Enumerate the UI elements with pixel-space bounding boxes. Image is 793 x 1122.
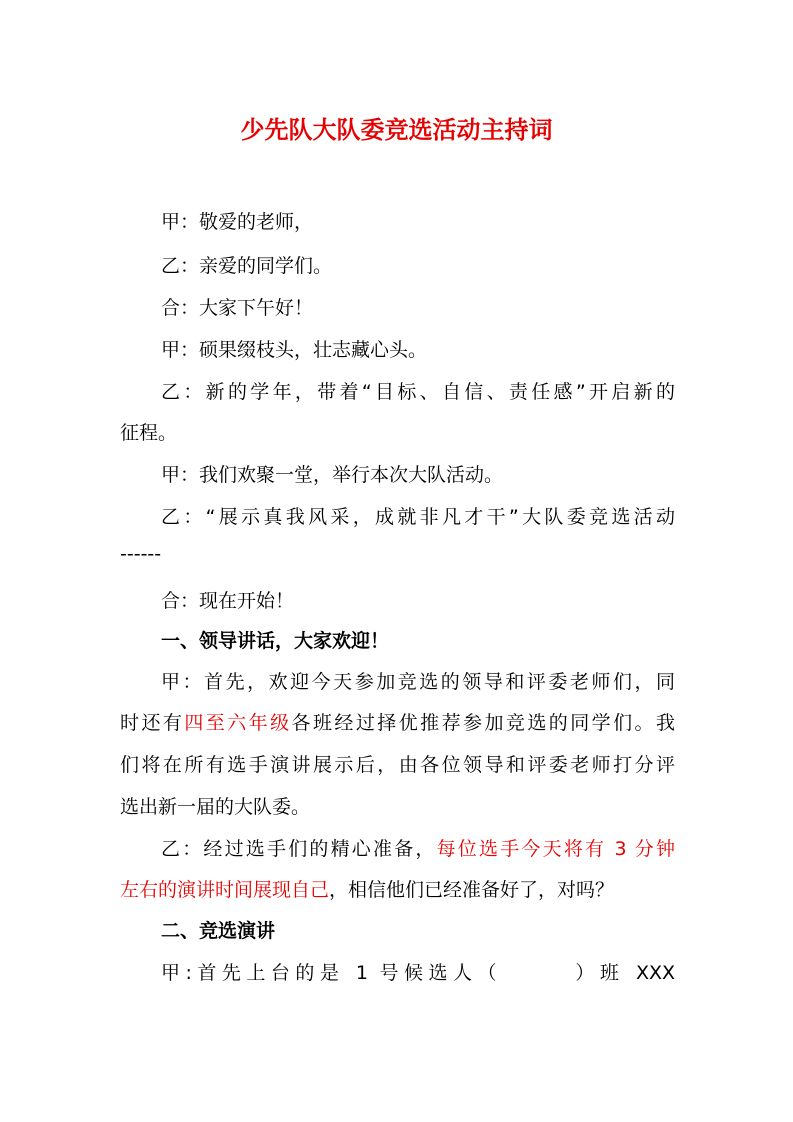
line-yi-3a: 乙：“展示真我风采，成就非凡才干”大队委竞选活动 xyxy=(161,506,675,528)
line-yi-2b: 征程。 xyxy=(120,422,178,444)
line-yi-greeting: 乙：亲爱的同学们。 xyxy=(161,255,333,277)
line-yi-3b: ------ xyxy=(120,543,162,565)
line-jia-4b xyxy=(120,709,675,737)
text-segment: 时还有 xyxy=(120,712,185,734)
highlight-grades: 四至六年级 xyxy=(184,712,292,734)
text-segment: 乙：经过选手们的精心准备， xyxy=(161,838,437,860)
line-yi-2a: 乙：新的学年，带着“目标、自信、责任感”开启新的 xyxy=(161,381,675,403)
line-jia-greeting: 甲：敬爱的老师， xyxy=(161,211,314,233)
text-segment: 各班经过择优推荐参加竞选的同学们。我 xyxy=(291,712,675,734)
text-segment: ，相信他们已经准备好了，对吗？ xyxy=(329,879,615,901)
document-title: 少先队大队委竞选活动主持词 xyxy=(240,116,553,144)
line-jia-5: 甲:首先上台的是 1 号候选人（ ）班 XXX xyxy=(161,962,675,984)
line-yi-4a xyxy=(161,835,675,863)
highlight-time-cont: 左右的演讲时间展现自己 xyxy=(120,879,330,901)
line-jia-2: 甲：硕果缀枝头，壮志藏心头。 xyxy=(161,339,428,361)
line-he-start: 合：现在开始！ xyxy=(161,590,295,612)
highlight-time: 每位选手今天将有 3 分钟 xyxy=(436,838,675,860)
line-jia-4c: 们将在所有选手演讲展示后，由各位领导和评委老师打分评 xyxy=(120,754,675,776)
line-jia-3: 甲：我们欢聚一堂，举行本次大队活动。 xyxy=(161,464,504,486)
line-jia-4a: 甲：首先，欢迎今天参加竞选的领导和评委老师们，同 xyxy=(161,671,675,693)
section-heading-1: 一、领导讲话，大家欢迎！ xyxy=(161,630,390,652)
line-he-greeting: 合：大家下午好！ xyxy=(161,297,314,319)
line-jia-4d: 选出新一届的大队委。 xyxy=(120,796,311,818)
section-heading-2: 二、竞选演讲 xyxy=(161,920,276,942)
line-yi-4b xyxy=(120,876,675,904)
